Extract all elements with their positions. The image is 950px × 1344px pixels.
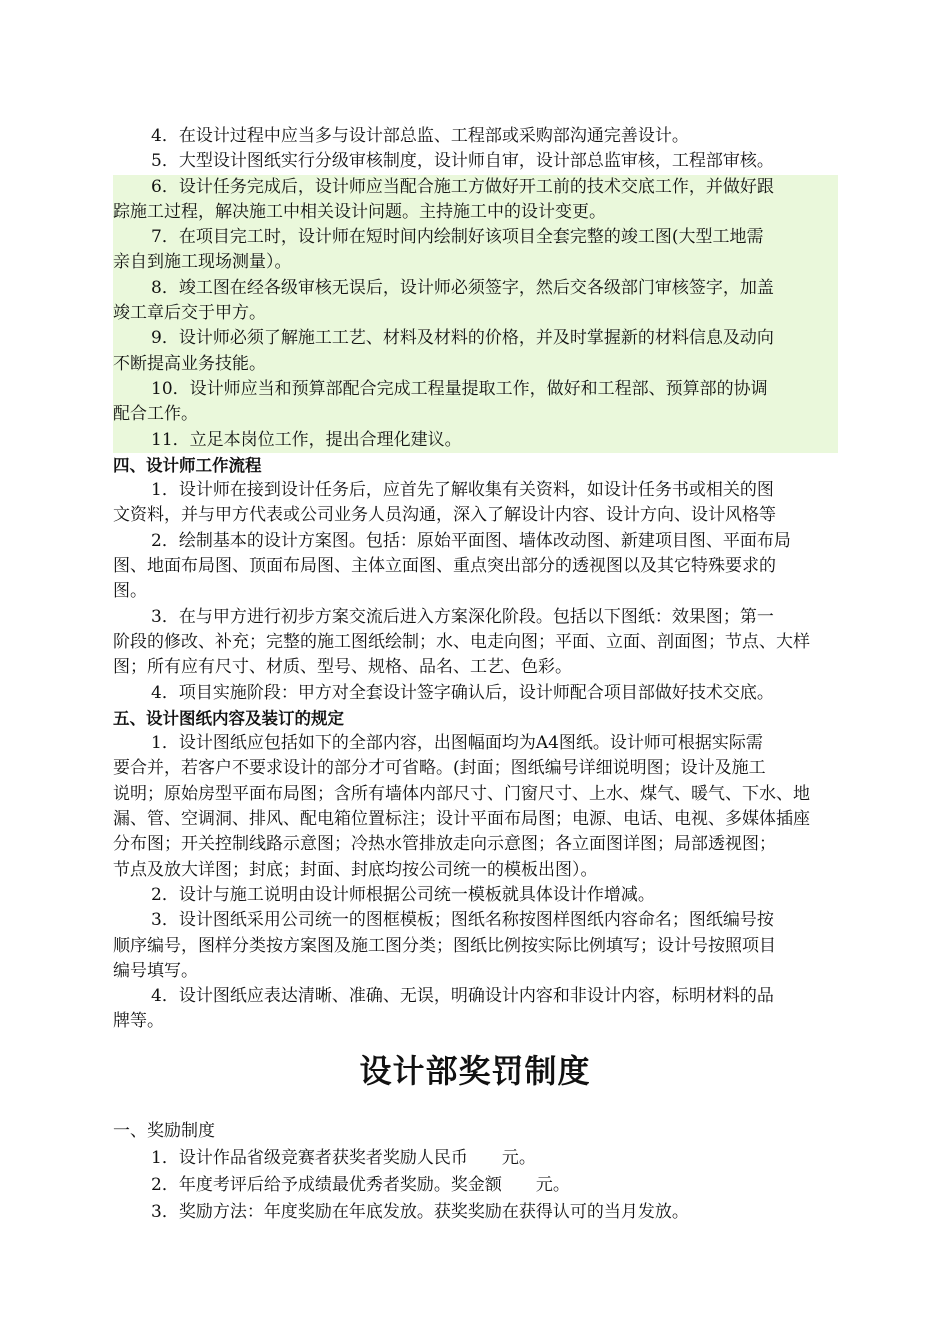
paragraph-line: 5．大型设计图纸实行分级审核制度，设计师自审，设计部总监审核，工程部审核。 (151, 151, 774, 172)
paragraph-line: 说明；原始房型平面布局图；含所有墙体内部尺寸、门窗尺寸、上水、煤气、暖气、下水、地 (113, 783, 810, 804)
paragraph-line: 顺序编号，图样分类按方案图及施工图分类；图纸比例按实际比例填写；设计号按照项目 (113, 935, 776, 956)
paragraph-line: 要合并，若客户不要求设计的部分才可省略。(封面；图纸编号详细说明图；设计及施工 (113, 758, 766, 779)
paragraph-line: 3．奖励方法：年度奖励在年底发放。获奖奖励在获得认可的当月发放。 (151, 1202, 689, 1222)
paragraph-line-highlighted: 11．立足本岗位工作，提出合理化建议。 (113, 428, 838, 453)
paragraph-line-highlighted: 配合工作。 (113, 402, 838, 427)
paragraph-line: 图；所有应有尺寸、材质、型号、规格、品名、工艺、色彩。 (113, 657, 572, 678)
section-heading: 五、设计图纸内容及装订的规定 (113, 708, 344, 728)
paragraph-line: 4．项目实施阶段：甲方对全套设计签字确认后，设计师配合项目部做好技术交底。 (151, 682, 774, 703)
document-title: 设计部奖罚制度 (359, 1052, 591, 1090)
document-body (113, 124, 838, 1035)
paragraph-line: 1．设计师在接到设计任务后，应首先了解收集有关资料，如设计任务书或相关的图 (151, 480, 774, 501)
reward-section (113, 1118, 838, 1226)
paragraph-line: 图、地面布局图、顶面布局图、主体立面图、重点突出部分的透视图以及其它特殊要求的 (113, 556, 776, 577)
paragraph-line: 2．设计与施工说明由设计师根据公司统一模板就具体设计作增减。 (151, 884, 655, 905)
paragraph-line: 4．在设计过程中应当多与设计部总监、工程部或采购部沟通完善设计。 (151, 126, 689, 146)
paragraph-line-highlighted: 8．竣工图在经各级审核无误后，设计师必须签字，然后交各级部门审核签字，加盖 (113, 276, 838, 301)
paragraph-line: 漏、管、空调洞、排风、配电箱位置标注；设计平面布局图；电源、电话、电视、多媒体插座 (113, 809, 810, 830)
paragraph-line: 2．绘制基本的设计方案图。包括：原始平面图、墙体改动图、新建项目图、平面布局 (151, 530, 791, 551)
paragraph-line: 4．设计图纸应表达清晰、准确、无误，明确设计内容和非设计内容，标明材料的品 (151, 986, 774, 1007)
paragraph-line: 牌等。 (113, 1011, 164, 1032)
paragraph-line: 节点及放大详图；封底；封面、封底均按公司统一的模板出图）。 (113, 859, 598, 880)
paragraph-line: 文资料，并与甲方代表或公司业务人员沟通，深入了解设计内容、设计方向、设计风格等 (113, 505, 776, 526)
paragraph-line: 图。 (113, 581, 147, 602)
paragraph-line: 1．设计图纸应包括如下的全部内容，出图幅面均为A4图纸。设计师可根据实际需 (151, 733, 763, 754)
paragraph-line-highlighted: 踪施工过程，解决施工中相关设计问题。主持施工中的设计变更。 (113, 200, 838, 225)
paragraph-line: 2．年度考评后给予成绩最优秀者奖励。奖金额 元。 (151, 1175, 570, 1195)
section-heading: 四、设计师工作流程 (113, 455, 262, 475)
paragraph-line: 1．设计作品省级竞赛者获奖者奖励人民币 元。 (151, 1148, 536, 1168)
paragraph-line: 3．设计图纸采用公司统一的图框模板；图纸名称按图样图纸内容命名；图纸编号按 (151, 910, 774, 931)
paragraph-line: 编号填写。 (113, 960, 198, 981)
paragraph-line-highlighted: 竣工章后交于甲方。 (113, 301, 838, 326)
paragraph-line: 分布图；开关控制线路示意图；冷热水管排放走向示意图；各立面图详图；局部透视图； (113, 834, 776, 855)
paragraph-line: 阶段的修改、补充；完整的施工图纸绘制；水、电走向图；平面、立面、剖面图；节点、大样 (113, 631, 810, 652)
paragraph-line: 3．在与甲方进行初步方案交流后进入方案深化阶段。包括以下图纸：效果图；第一 (151, 606, 774, 627)
paragraph-line-highlighted: 10．设计师应当和预算部配合完成工程量提取工作，做好和工程部、预算部的协调 (113, 377, 838, 402)
paragraph-line-highlighted: 9．设计师必须了解施工工艺、材料及材料的价格，并及时掌握新的材料信息及动向 (113, 326, 838, 351)
paragraph-line-highlighted: 7．在项目完工时，设计师在短时间内绘制好该项目全套完整的竣工图(大型工地需 (113, 225, 838, 250)
paragraph-line-highlighted: 亲自到施工现场测量）。 (113, 250, 838, 275)
paragraph-line-highlighted: 6．设计任务完成后，设计师应当配合施工方做好开工前的技术交底工作，并做好跟 (113, 175, 838, 200)
section-heading: 一、奖励制度 (113, 1121, 215, 1141)
paragraph-line-highlighted: 不断提高业务技能。 (113, 352, 838, 377)
